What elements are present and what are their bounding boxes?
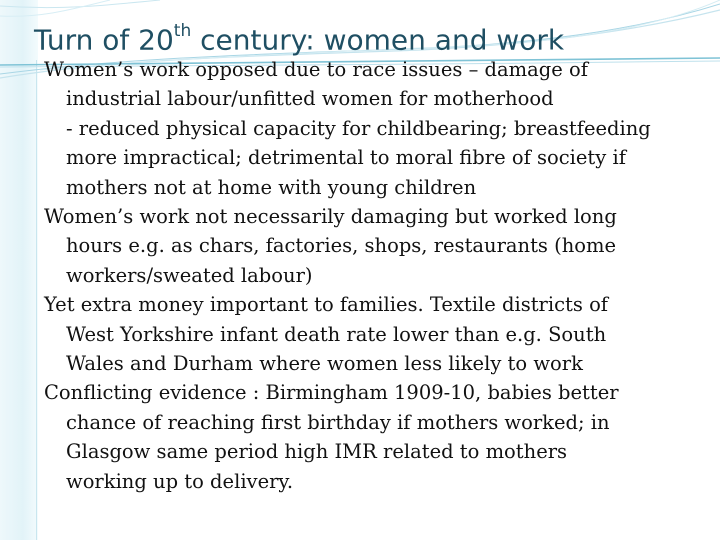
body-paragraph — [44, 202, 684, 290]
text-line: Conflicting evidence : Birmingham 1909-10, babies better — [44, 381, 619, 405]
text-line: - reduced physical capacity for childbearing; breastfeeding — [66, 116, 651, 140]
text-line: working up to delivery. — [66, 469, 294, 493]
title-superscript: th — [173, 21, 192, 41]
slide-title — [34, 14, 564, 60]
left-decorative-band — [0, 0, 38, 540]
body-subpoint — [44, 114, 684, 202]
text-line: industrial labour/unfitted women for motherhood — [66, 87, 554, 111]
text-line: workers/sweated labour) — [66, 263, 313, 287]
left-band-divider — [36, 60, 37, 540]
text-line: more impractical; detrimental to moral fibre of society if — [66, 146, 626, 170]
text-line: chance of reaching first birthday if mothers worked; in — [66, 410, 610, 434]
text-line: West Yorkshire infant death rate lower than e.g. South — [66, 322, 607, 346]
slide-body — [44, 55, 684, 496]
body-paragraph — [44, 55, 684, 114]
body-paragraph — [44, 378, 684, 496]
title-main: Turn of 20 — [34, 23, 174, 57]
text-line: hours e.g. as chars, factories, shops, restaurants (home — [66, 234, 617, 258]
text-line: Glasgow same period high IMR related to mothers — [66, 440, 568, 464]
text-line: Wales and Durham where women less likely to work — [66, 352, 583, 376]
text-line: Yet extra money important to families. Textile districts of — [44, 293, 609, 317]
title-rest: century: women and work — [191, 23, 565, 57]
text-line: mothers not at home with young children — [66, 175, 477, 199]
text-line: Women’s work not necessarily damaging but worked long — [44, 205, 617, 229]
text-line: Women’s work opposed due to race issues – damage of — [44, 58, 588, 81]
body-paragraph — [44, 290, 684, 378]
